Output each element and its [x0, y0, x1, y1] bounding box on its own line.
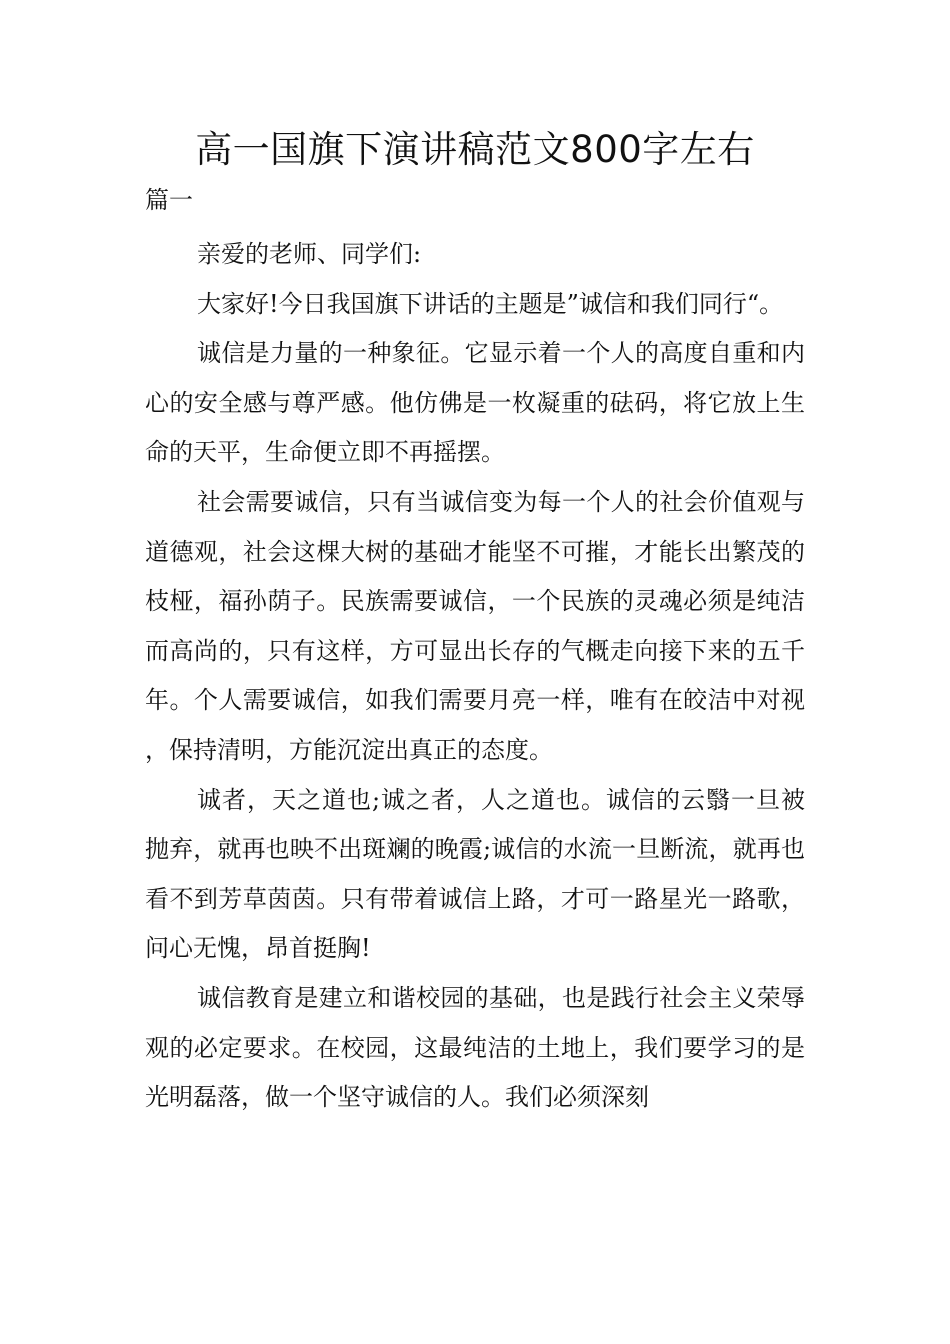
document-body — [145, 230, 805, 1123]
paragraph-body: 诚信教育是建立和谐校园的基础，也是践行社会主义荣辱观的必定要求。在校园，这最纯洁的土地上，我们要学习的是光明磊落，做一个坚守诚信的人。我们必须深刻 — [145, 983, 805, 1112]
paragraph-intro: 大家好!今日我国旗下讲话的主题是”诚信和我们同行“。 — [197, 289, 784, 318]
paragraph-body: 诚者，天之道也;诚之者，人之道也。诚信的云翳一旦被抛弃，就再也映不出斑斓的晚霞;诚信的水流一旦断流，就再也看不到芳草茵茵。只有带着诚信上路，才可一路星光一路歌，问心无愧，昂首挺胸! — [145, 785, 805, 963]
document-title: 高一国旗下演讲稿范文800字左右 — [195, 128, 755, 171]
paragraph-body: 诚信是力量的一种象征。它显示着一个人的高度自重和内心的安全感与尊严感。他仿佛是一枚凝重的砝码，将它放上生命的天平，生命便立即不再摇摆。 — [145, 339, 805, 467]
section-label: 篇一 — [145, 186, 193, 214]
paragraph-greeting: 亲爱的老师、同学们: — [197, 240, 422, 268]
paragraph-body: 社会需要诚信，只有当诚信变为每一个人的社会价值观与道德观，社会这棵大树的基础才能坚不可摧，才能长出繁茂的枝桠，福孙荫子。民族需要诚信，一个民族的灵魂必须是纯洁而高尚的，只有这样，方可显出长存的气概走向接下来的五千年。个人需要诚信，如我们需要月亮一样，唯有在皎洁中对视，保持清明，方能沉淀出真正的态度。 — [145, 487, 805, 764]
